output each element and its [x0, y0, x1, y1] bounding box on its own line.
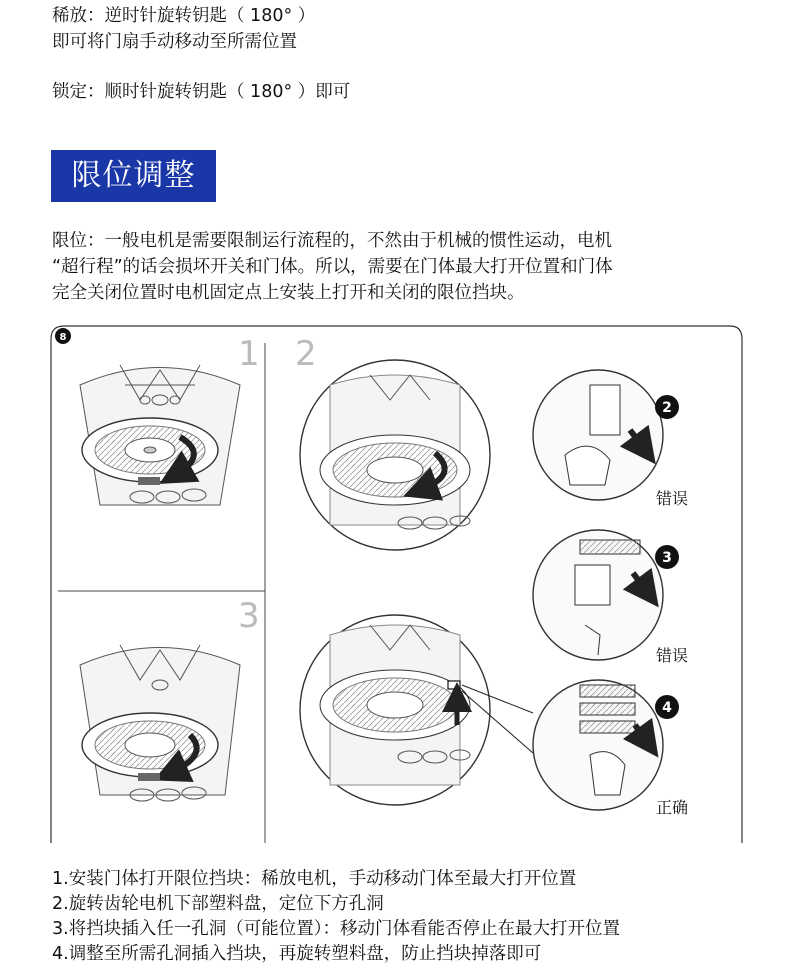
limit-intro-line3: 完全关闭位置时电机固定点上安装上打开和关闭的限位挡块。 [52, 283, 525, 303]
callout-number-4: 4 [662, 700, 672, 716]
step-2-text: 2.旋转齿轮电机下部塑料盘，定位下方孔洞 [52, 894, 384, 914]
figure-number-text: 8 [59, 332, 67, 343]
figure-number-badge [55, 328, 71, 344]
limit-intro-line2: “超行程”的话会损坏开关和门体。所以，需要在门体最大打开位置和门体 [52, 257, 613, 277]
step-number-1: 1 [238, 334, 260, 374]
caption-correct: 正确 [656, 798, 689, 817]
zoom-circle-3-callout [655, 695, 679, 719]
detail-circle-upper [300, 360, 490, 550]
step-number-3: 3 [238, 596, 260, 636]
step-4-text: 4.调整至所需孔洞插入挡块，再旋转塑料盘，防止挡块掉落即可 [52, 944, 542, 964]
motor-unit-step1 [80, 365, 240, 505]
step-1-text: 1.安装门体打开限位挡块：稀放电机，手动移动门体至最大打开位置 [52, 869, 577, 889]
caption-wrong-1: 错误 [656, 489, 689, 508]
caption-wrong-2: 错误 [656, 646, 689, 665]
step-3-text: 3.将挡块插入任一孔洞（可能位置）：移动门体看能否停止在最大打开位置 [52, 919, 620, 939]
zoom-circle-1 [533, 370, 663, 500]
motor-unit-step3 [80, 645, 240, 801]
detail-circle-lower [300, 615, 533, 805]
zoom-circle-2 [533, 530, 663, 660]
step-number-2: 2 [295, 334, 317, 374]
zoom-circle-3 [533, 680, 663, 810]
zoom-circle-2-callout [655, 545, 679, 569]
release-instruction-line2: 即可将门扇手动移动至所需位置 [52, 32, 297, 52]
installation-illustration [50, 325, 743, 843]
release-instruction-line1: 稀放：逆时针旋转钥匙（ 180° ） [52, 6, 316, 26]
zoom-circle-1-callout [655, 395, 679, 419]
callout-number-3: 3 [662, 550, 672, 566]
lock-instruction: 锁定：顺时针旋转钥匙（ 180° ）即可 [52, 82, 351, 102]
section-heading: 限位调整 [51, 150, 216, 202]
figure-panel [50, 325, 743, 843]
limit-intro-line1: 限位：一般电机是需要限制运行流程的，不然由于机械的惯性运动，电机 [52, 231, 612, 251]
callout-number-2: 2 [662, 400, 672, 416]
